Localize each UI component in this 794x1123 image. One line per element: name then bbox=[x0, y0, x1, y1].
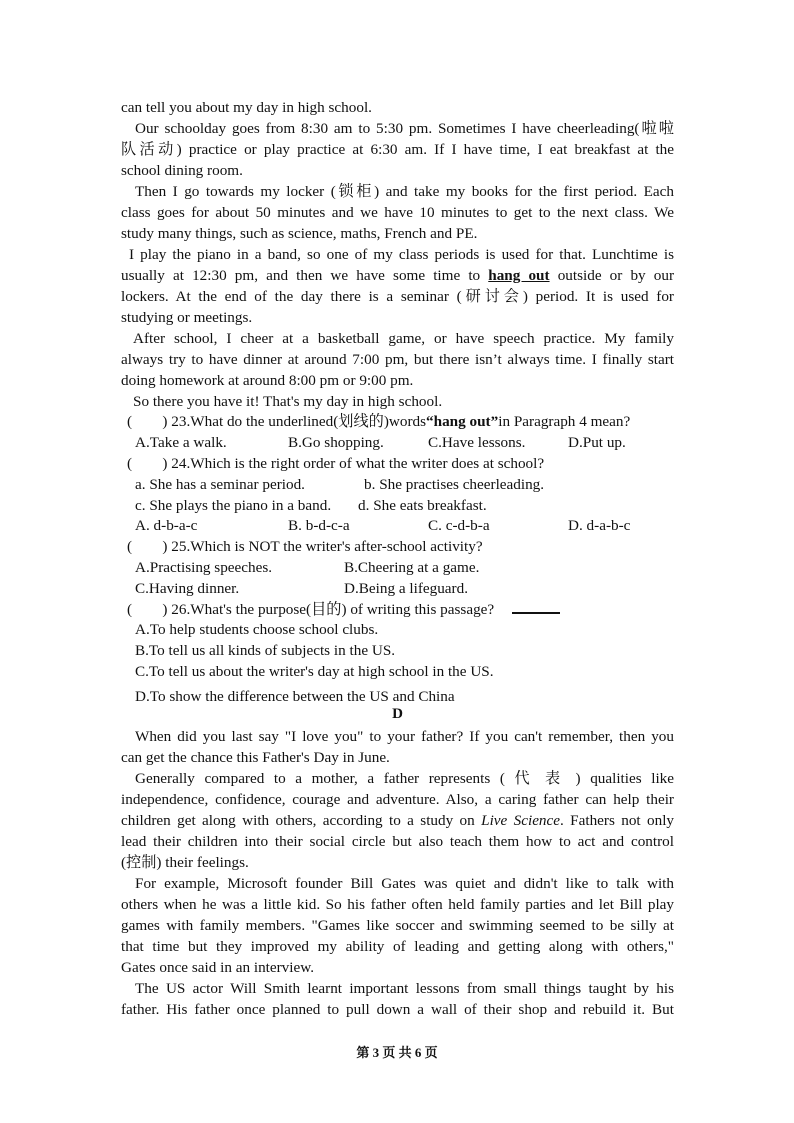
passage-d-line bbox=[121, 811, 674, 831]
text-span: ( ) 23.What do the underlined(划线的)words bbox=[127, 413, 427, 430]
question-24-item: b. She practises cheerleading. bbox=[364, 476, 545, 493]
question-24-option[interactable]: C. c-d-b-a bbox=[428, 517, 490, 534]
question-26-stem bbox=[127, 600, 674, 620]
question-24-item: c. She plays the piano in a band. bbox=[135, 497, 332, 514]
passage-d-line: The US actor Will Smith learnt important lessons from small things taught by his bbox=[135, 980, 674, 997]
question-25-stem: ( ) 25.Which is NOT the writer's after-school activity? bbox=[127, 538, 483, 555]
question-24-option[interactable]: A. d-b-a-c bbox=[135, 517, 198, 534]
passage-c-line: school dining room. bbox=[121, 162, 243, 179]
passage-d-line: (控制) their feelings. bbox=[121, 854, 249, 871]
text-span: in Paragraph 4 mean? bbox=[498, 413, 631, 430]
answer-blank[interactable] bbox=[512, 600, 560, 614]
text-span: ( ) 26.What's the purpose(目的) of writing this passage? bbox=[127, 601, 495, 618]
passage-d-line: can get the chance this Father's Day in June. bbox=[121, 749, 390, 766]
passage-c-line: Then I go towards my locker (锁柜) and take my books for the first period. Each bbox=[135, 183, 674, 200]
passage-c-line: study many things, such as science, maths, French and PE. bbox=[121, 225, 478, 242]
question-23-option[interactable]: D.Put up. bbox=[568, 434, 626, 451]
underlined-phrase: hang out bbox=[488, 267, 550, 284]
passage-c-line: class goes for about 50 minutes and we have 10 minutes to get to the next class. We bbox=[121, 204, 674, 221]
page-footer: 第 3 页 共 6 页 bbox=[356, 1045, 438, 1060]
passage-c-line bbox=[121, 266, 674, 286]
passage-c-line: always try to have dinner at around 7:00 pm, but there isn’t always time. I finally start bbox=[121, 351, 674, 368]
passage-d-line: independence, confidence, courage and adventure. Also, a caring father can help their bbox=[121, 791, 674, 808]
text-span: . Fathers not only bbox=[560, 812, 675, 829]
passage-d-line: that time but they improved my ability of leading and getting along with others," bbox=[121, 938, 674, 955]
passage-c-line: studying or meetings. bbox=[121, 309, 253, 326]
question-25-option[interactable]: A.Practising speeches. bbox=[135, 559, 273, 576]
question-26-option[interactable]: D.To show the difference between the US and China bbox=[135, 688, 455, 705]
text-span: children get along with others, according to a study on bbox=[121, 812, 475, 829]
text-span: usually at 12:30 pm, and then we have some time to bbox=[121, 267, 481, 284]
question-25-option[interactable]: B.Cheering at a game. bbox=[344, 559, 480, 576]
passage-c-line: can tell you about my day in high school. bbox=[121, 99, 372, 116]
question-24-stem: ( ) 24.Which is the right order of what the writer does at school? bbox=[127, 455, 545, 472]
passage-d-line: When did you last say "I love you" to your father? If you can't remember, then you bbox=[135, 728, 674, 745]
question-25-option[interactable]: C.Having dinner. bbox=[135, 580, 240, 597]
passage-c-line: lockers. At the end of the day there is a seminar (研讨会) period. It is used for bbox=[121, 288, 674, 305]
question-24-item: d. She eats breakfast. bbox=[358, 497, 487, 514]
question-25-option[interactable]: D.Being a lifeguard. bbox=[344, 580, 468, 597]
question-23-option[interactable]: B.Go shopping. bbox=[288, 434, 384, 451]
question-23-option[interactable]: A.Take a walk. bbox=[135, 434, 227, 451]
passage-d-line: others when he was a little kid. So his father often held family parties and let Bill play bbox=[121, 896, 674, 913]
question-26-option[interactable]: A.To help students choose school clubs. bbox=[135, 621, 379, 638]
question-24-item: a. She has a seminar period. bbox=[135, 476, 305, 493]
passage-c-line: Our schoolday goes from 8:30 am to 5:30 pm. Sometimes I have cheerleading(啦啦 bbox=[135, 120, 674, 137]
question-23-stem bbox=[127, 412, 674, 432]
question-24-option[interactable]: D. d-a-b-c bbox=[568, 517, 631, 534]
passage-c-line: So there you have it! That's my day in high school. bbox=[133, 393, 443, 410]
bold-phrase: “hang out” bbox=[426, 413, 499, 430]
passage-d-line: father. His father once planned to pull down a wall of their shop and rebuild it. But bbox=[121, 1001, 674, 1018]
question-26-option[interactable]: C.To tell us about the writer's day at high school in the US. bbox=[135, 663, 494, 680]
passage-d-line: Generally compared to a mother, a father represents ( 代 表 ) qualities like bbox=[135, 770, 674, 787]
italic-title: Live Science bbox=[481, 812, 561, 829]
text-span: outside or by our bbox=[557, 267, 674, 284]
passage-d-line: Gates once said in an interview. bbox=[121, 959, 315, 976]
passage-d-line: lead their children into their social circle but also teach them how to act and control bbox=[121, 833, 674, 850]
passage-c-line: I play the piano in a band, so one of my class periods is used for that. Lunchtime is bbox=[129, 246, 674, 263]
passage-d-line: games with family members. "Games like soccer and swimming seemed to be silly at bbox=[121, 917, 674, 934]
passage-d-line: For example, Microsoft founder Bill Gates was quiet and didn't like to talk with bbox=[135, 875, 674, 892]
question-26-option[interactable]: B.To tell us all kinds of subjects in the US. bbox=[135, 642, 396, 659]
passage-c-line: After school, I cheer at a basketball game, or have speech practice. My family bbox=[133, 330, 674, 347]
passage-c-line: 队活动) practice or play practice at 6:30 am. If I have time, I eat breakfast at the bbox=[121, 141, 674, 158]
question-23-option[interactable]: C.Have lessons. bbox=[428, 434, 526, 451]
passage-c-line: doing homework at around 8:00 pm or 9:00 pm. bbox=[121, 372, 414, 389]
section-heading: D bbox=[392, 706, 403, 722]
question-24-option[interactable]: B. b-d-c-a bbox=[288, 517, 350, 534]
